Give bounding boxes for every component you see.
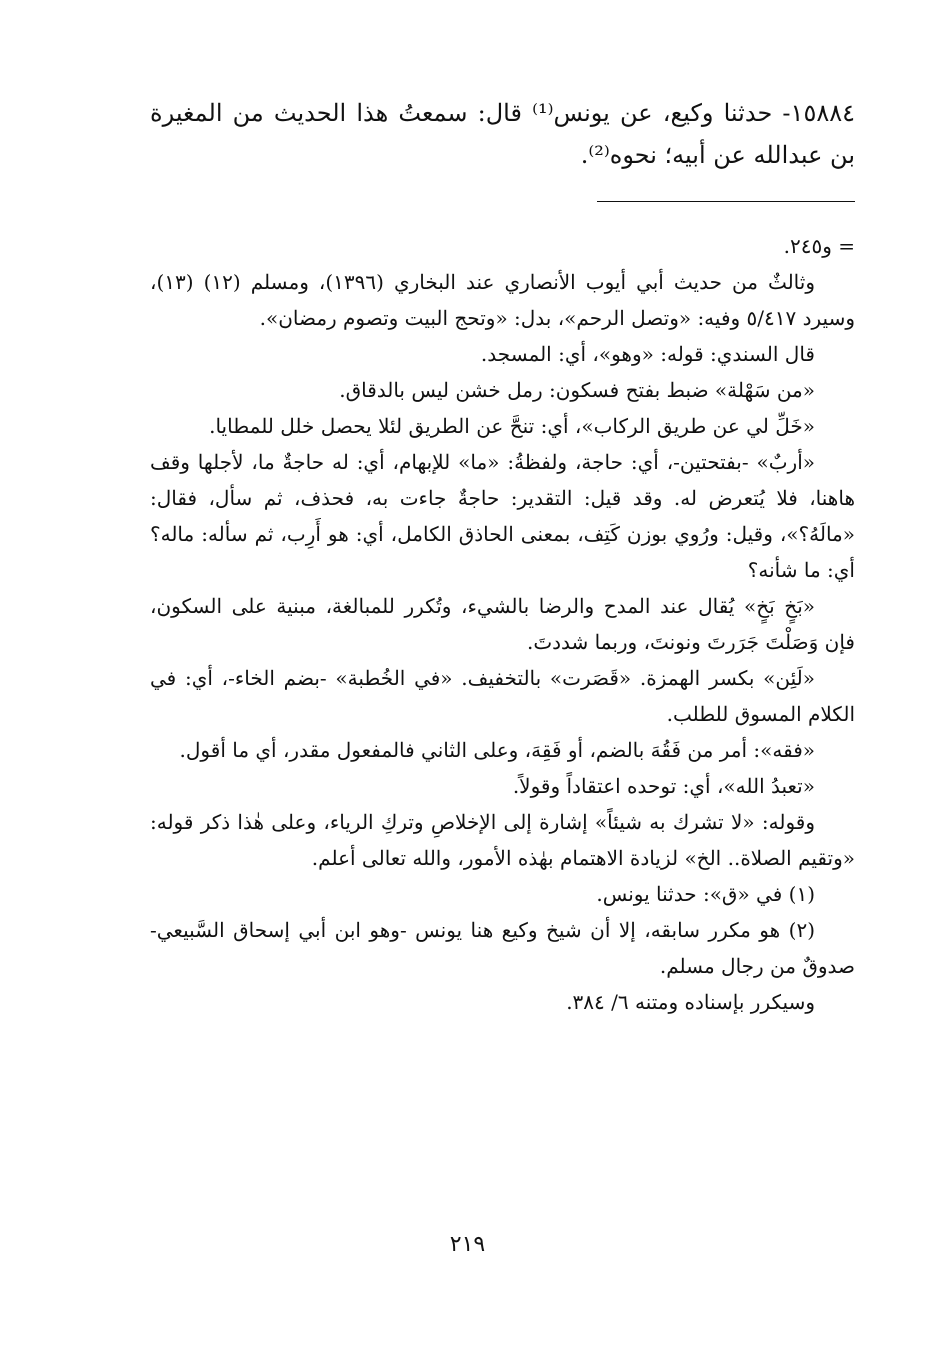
commentary-paragraph: وثالثٌ من حديث أبي أيوب الأنصاري عند البخاري (١٣٩٦)، ومسلم (١٢) (١٣)، وسيرد ٥/٤١٧ وفيه: «وتصل الرحم»، بدل: «وتحج البيت وتصوم رمضان».	[150, 270, 855, 330]
commentary-paragraph: قال السندي: قوله: «وهو»، أي: المسجد.	[480, 342, 815, 366]
commentary-paragraph: «من سَهْلة» ضبط بفتح فسكون: رمل خشن ليس بالدقاق.	[339, 378, 815, 402]
page-number: ٢١٩	[449, 1232, 486, 1257]
commentary-paragraph: «أربٌ» -بفتحتين-، أي: حاجة، ولفظةُ: «ما» للإبهام، أي: له حاجةٌ ما، لأجلها وقف هاهنا، فلا يُتعرض له. وقد قيل: التقدير: حاجةٌ جاءت به، فحذف، ثم سأل، فقال: «مالَهُ؟»، وقيل: ورُوي بوزن كَتِف، بمعنى الحاذق الكامل، أي: هو أَرِب، ثم سأله: ماله؟ أي: ما شأنه؟	[150, 450, 855, 582]
commentary-paragraph: «خَلِّ لي عن طريق الركاب»، أي: تنحَّ عن الطريق لئلا يحصل خلل للمطايا.	[209, 414, 815, 438]
commentary-line: = و٢٤٥.	[783, 234, 855, 258]
footnote-2: (٢) هو مكرر سابقه، إلا أن شيخ وكيع هنا يونس -وهو ابن أبي إسحاق السَّبيعي- صدوقٌ من رجال مسلم.	[150, 918, 855, 978]
commentary-paragraph: وقوله: «لا تشرك به شيئاً» إشارة إلى الإخلاصِ وتركِ الرياء، وعلى هٰذا ذكر قوله: «وتقيم الصلاة.. الخ» لزيادة الاهتمام بهٰذه الأمور، والله تعالى أعلم.	[150, 810, 855, 870]
commentary-paragraph: «تعبدُ الله»، أي: توحده اعتقاداً وقولاً.	[512, 774, 815, 798]
footnote-separator	[597, 201, 855, 202]
footnote-1: (١) في «ق»: حدثنا يونس.	[596, 882, 815, 906]
commentary-paragraph: «لَئِن» بكسر الهمزة. «قَصَرت» بالتخفيف. «في الخُطبة» -بضم الخاء-، أي: في الكلام المسوق للطلب.	[150, 666, 855, 726]
hadith-paragraph: ١٥٨٨٤- حدثنا وكيع، عن يونس⁽¹⁾ قال: سمعتُ هذا الحديث من المغيرة بن عبدالله عن أبيه؛ نحوه⁽²⁾.	[150, 99, 855, 169]
commentary-block	[150, 228, 855, 1020]
commentary-paragraph: «بَخٍ بَخٍ» يُقال عند المدح والرضا بالشيء، وتُكرر للمبالغة، مبنية على السكون، فإن وَصَلْتَ جَرَرتَ ونونتَ، وربما شددتَ.	[150, 594, 855, 654]
commentary-paragraph: «فقه»: أمر من فَقُهَ بالضم، أو فَقِهَ، وعلى الثاني فالمفعول مقدر، أي ما أقول.	[179, 738, 815, 762]
footnote-cross-reference: وسيكرر بإسناده ومتنه ٦/ ٣٨٤.	[566, 990, 815, 1014]
